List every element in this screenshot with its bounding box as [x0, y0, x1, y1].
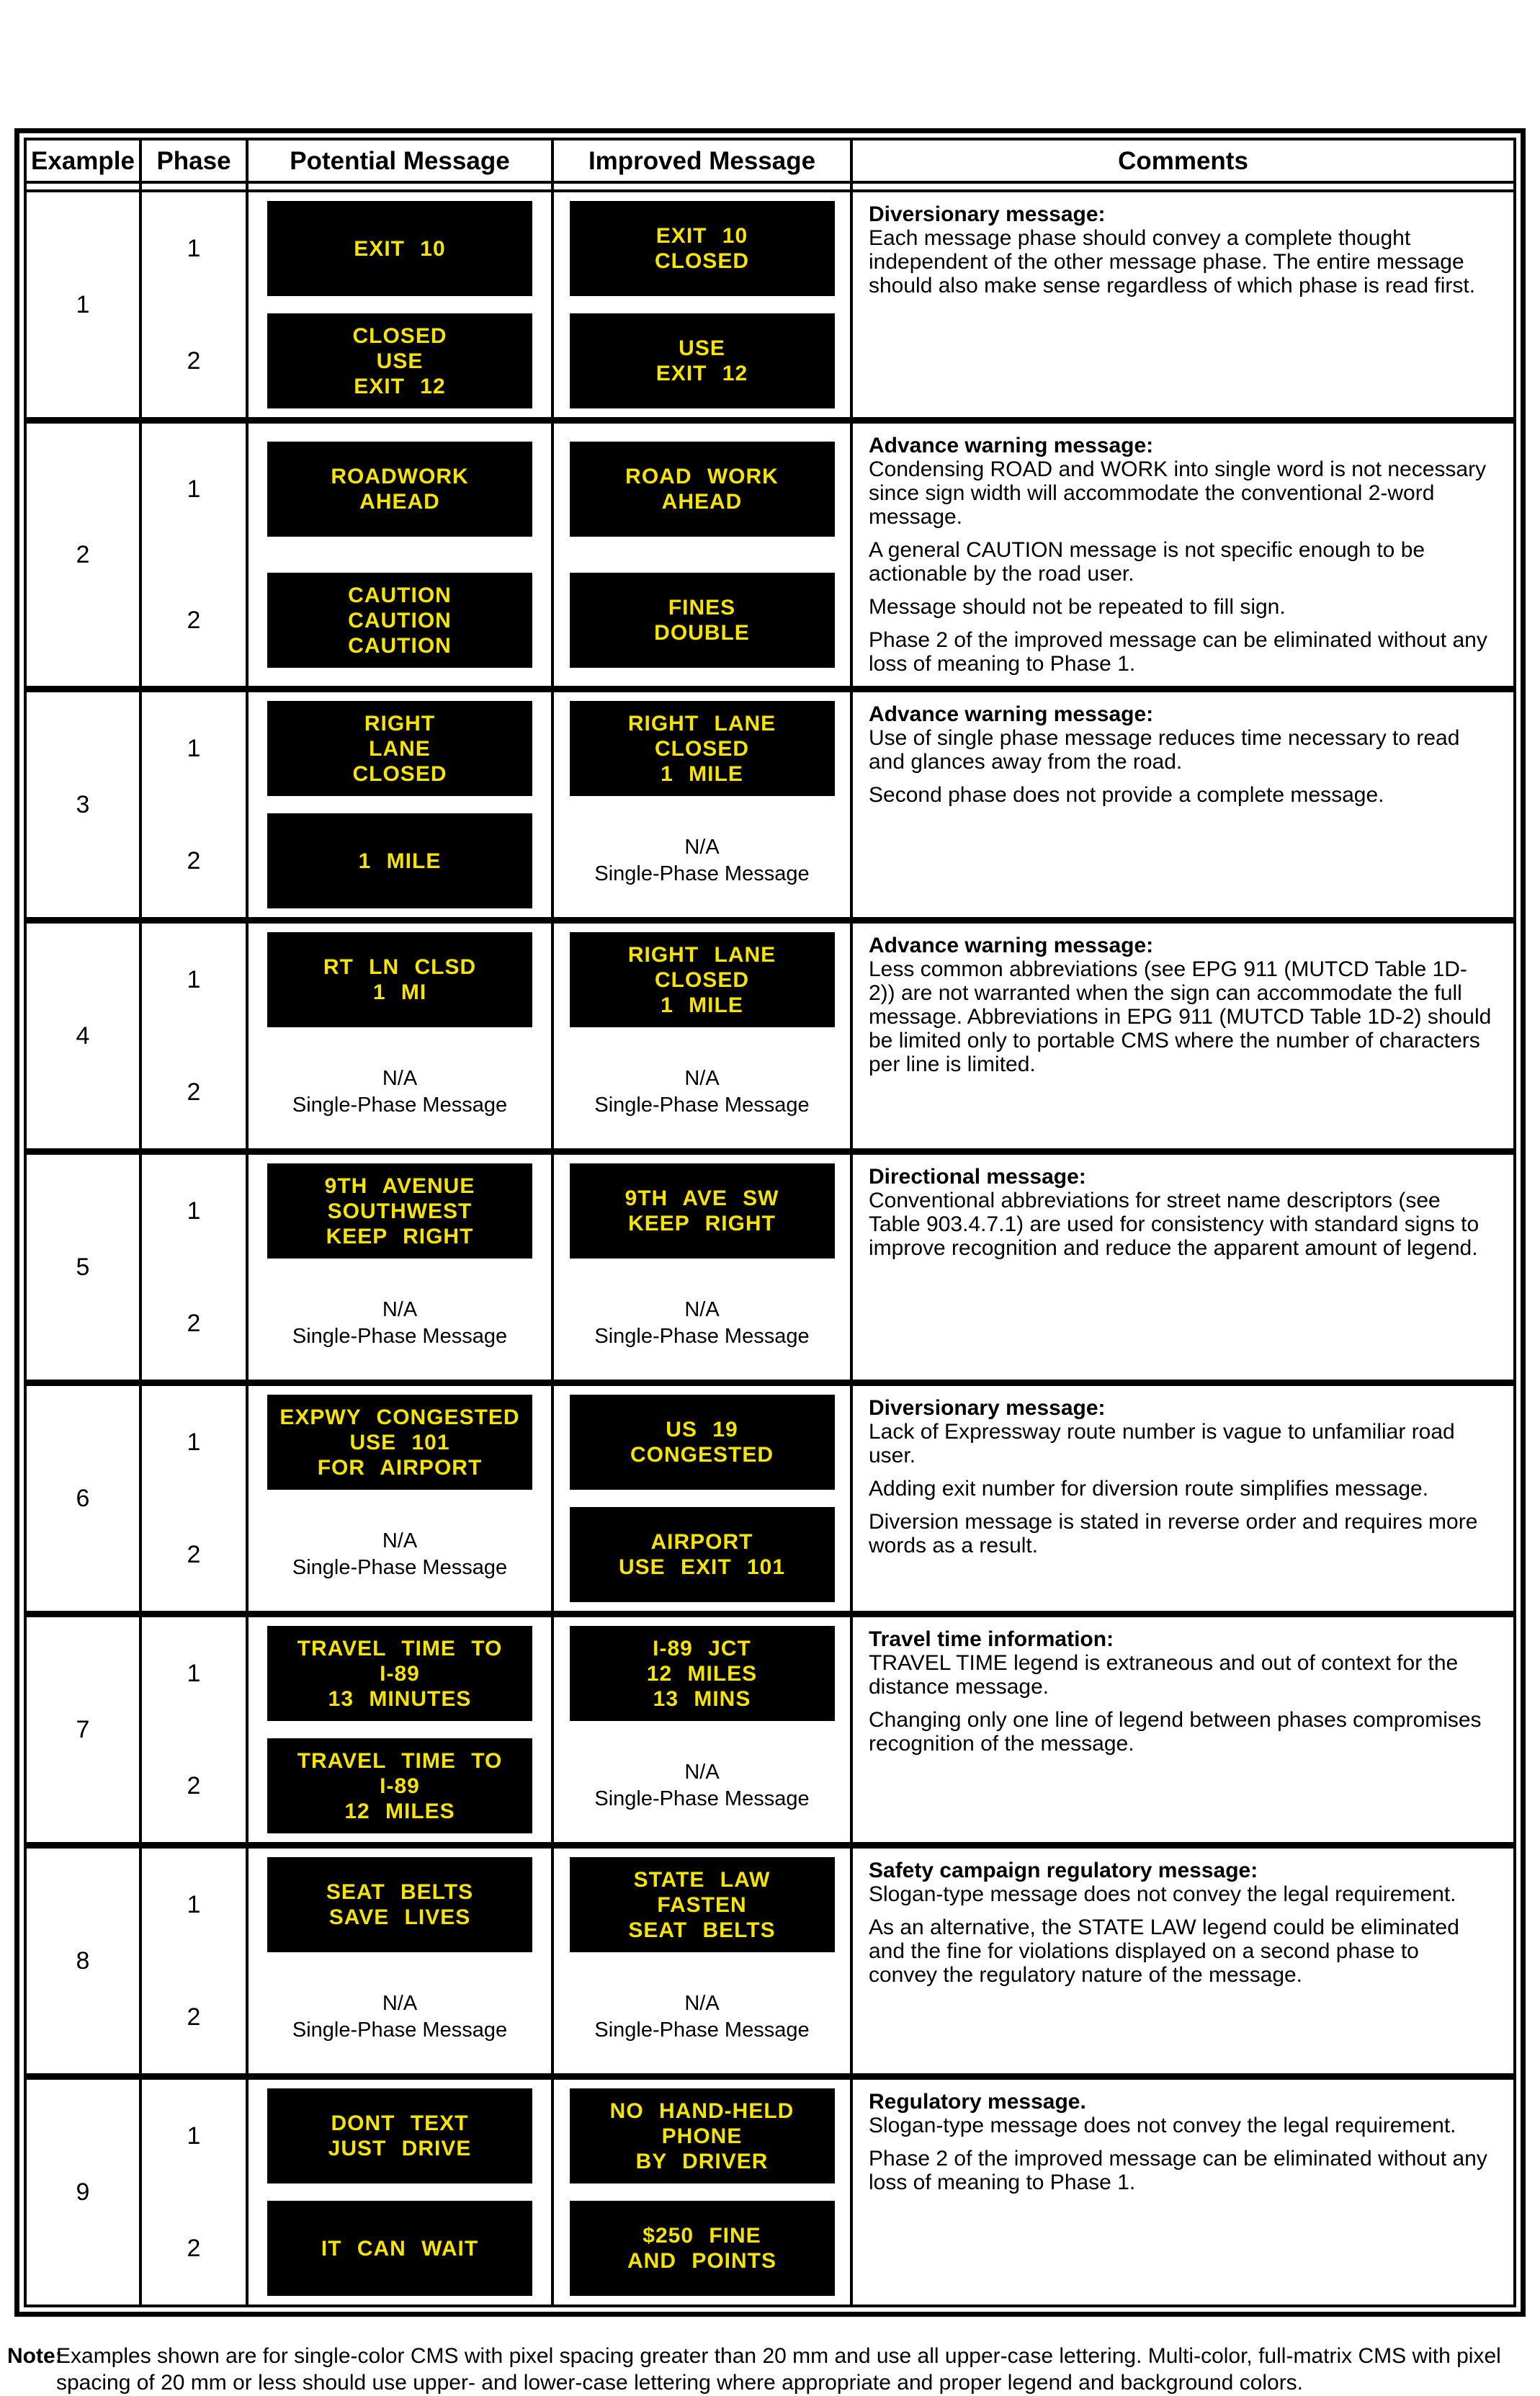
- na-line: Single-Phase Message: [594, 1787, 810, 1810]
- sign-text-line: SEAT BELTS: [326, 1880, 474, 1904]
- potential-message-cell: [249, 1961, 554, 2073]
- sign-text-line: SAVE LIVES: [328, 1905, 471, 1929]
- na-message: [594, 834, 809, 888]
- comments-heading: Directional message:: [869, 1165, 1086, 1189]
- sign-text-line: FINES: [668, 596, 736, 620]
- comments-paragraph: Lack of Expressway route number is vague to unfamiliar road user.: [869, 1420, 1455, 1467]
- comments-paragraph: Message should not be repeated to fill sign.: [869, 595, 1286, 619]
- improved-message-cell: [554, 924, 853, 1036]
- improved-message-cell: [554, 555, 853, 686]
- sign-text-line: CLOSED: [654, 736, 749, 761]
- cms-sign: [267, 1395, 532, 1490]
- comments-paragraph: Changing only one line of legend between phases compromises recognition of the message.: [869, 1708, 1482, 1756]
- phase-number: 1: [142, 1849, 249, 1961]
- comments-paragraph: Slogan-type message does not convey the legal requirement.: [869, 1882, 1456, 1906]
- potential-message-cell: [249, 1267, 554, 1380]
- comments-cell: [853, 192, 1513, 417]
- header-cell-phase: Phase: [142, 140, 249, 184]
- phase-number: 1: [142, 924, 249, 1036]
- cms-sign: [570, 1507, 835, 1602]
- example-number: 4: [27, 924, 142, 1148]
- phases-grid: [142, 2080, 853, 2305]
- table-inner: [24, 138, 1516, 2307]
- sign-text-line: RIGHT LANE: [627, 711, 776, 736]
- cms-sign: [267, 932, 532, 1027]
- potential-message-cell: [249, 1036, 554, 1148]
- example-row: [27, 192, 1513, 424]
- na-line: Single-Phase Message: [292, 1556, 508, 1579]
- sign-text-line: I-89: [380, 1661, 420, 1686]
- example-row: [27, 924, 1513, 1155]
- phase-number: 2: [142, 555, 249, 686]
- cms-sign: [570, 701, 835, 796]
- na-line: Single-Phase Message: [292, 2019, 508, 2042]
- example-number: 2: [27, 424, 142, 686]
- improved-message-cell: [554, 805, 853, 917]
- sign-text-line: EXIT 10: [354, 236, 446, 261]
- example-row: [27, 2080, 1513, 2305]
- cms-sign: [267, 442, 532, 537]
- sign-text-line: ROADWORK: [331, 465, 469, 488]
- cms-sign: [570, 1857, 835, 1952]
- na-line: N/A: [684, 836, 720, 859]
- sign-text-line: RIGHT LANE: [627, 942, 776, 967]
- phase-number: 1: [142, 1155, 249, 1267]
- phases-grid: [142, 192, 853, 417]
- example-number: 7: [27, 1617, 142, 1842]
- phase-number: 1: [142, 192, 249, 305]
- sign-text-line: 9TH AVENUE: [324, 1174, 475, 1198]
- improved-message-cell: [554, 1961, 853, 2073]
- cms-sign: [570, 573, 835, 668]
- improved-message-cell: [554, 1155, 853, 1267]
- phase-number: 1: [142, 424, 249, 555]
- phase-number: 2: [142, 1498, 249, 1611]
- sign-text-line: USE EXIT 101: [618, 1555, 786, 1579]
- cms-sign: [570, 313, 835, 408]
- sign-text-line: CONGESTED: [630, 1443, 774, 1467]
- potential-message-cell: [249, 424, 554, 555]
- comments-paragraph: Phase 2 of the improved message can be eliminated without any loss of meaning to Phase 1.: [869, 628, 1487, 676]
- sign-text-line: CLOSED: [654, 249, 749, 273]
- comments-cell: [853, 1849, 1513, 2073]
- comments-paragraph: Adding exit number for diversion route simplifies message.: [869, 1477, 1429, 1501]
- na-line: Single-Phase Message: [594, 862, 810, 885]
- improved-message-cell: [554, 2080, 853, 2192]
- sign-text-line: LANE: [369, 736, 431, 761]
- na-line: N/A: [382, 1067, 418, 1090]
- na-message: [594, 1297, 809, 1350]
- cms-sign: [267, 313, 532, 408]
- potential-message-cell: [249, 2192, 554, 2305]
- improved-message-cell: [554, 1849, 853, 1961]
- sign-text-line: TRAVEL TIME TO: [297, 1748, 503, 1773]
- phase-number: 2: [142, 1267, 249, 1380]
- comments-paragraph: Second phase does not provide a complete message.: [869, 783, 1384, 807]
- comments-cell: [853, 692, 1513, 917]
- example-row: [27, 1617, 1513, 1849]
- potential-message-cell: [249, 555, 554, 686]
- sign-text-line: 1 MI: [372, 980, 427, 1004]
- sign-text-line: $250 FINE: [643, 2224, 761, 2248]
- improved-message-cell: [554, 192, 853, 305]
- table-header-row: [27, 140, 1513, 184]
- comments-cell: [853, 2080, 1513, 2305]
- phase-number: 2: [142, 805, 249, 917]
- potential-message-cell: [249, 1498, 554, 1611]
- sign-text-line: I-89: [380, 1774, 420, 1798]
- sign-text-line: EXIT 10: [655, 224, 748, 248]
- na-line: Single-Phase Message: [594, 2019, 810, 2042]
- na-line: N/A: [382, 1992, 418, 2015]
- sign-text-line: ROAD WORK: [625, 465, 779, 488]
- sign-text-line: NO HAND-HELD: [609, 2098, 794, 2123]
- sign-text-line: CAUTION: [348, 633, 452, 658]
- improved-message-cell: [554, 1386, 853, 1498]
- na-line: N/A: [382, 1298, 418, 1321]
- comments-cell: [853, 924, 1513, 1148]
- cms-sign: [267, 1857, 532, 1952]
- comments-cell: [853, 1386, 1513, 1611]
- improved-message-cell: [554, 1498, 853, 1611]
- comments-heading: Advance warning message:: [869, 934, 1154, 957]
- cms-sign: [267, 701, 532, 796]
- potential-message-cell: [249, 192, 554, 305]
- comments-paragraph: Phase 2 of the improved message can be eliminated without any loss of meaning to Phase 1.: [869, 2147, 1487, 2194]
- comments-paragraph: As an alternative, the STATE LAW legend could be eliminated and the fine for violations displayed on a second phase to convey the regulatory nature of the message.: [869, 1916, 1459, 1987]
- comments-heading: Diversionary message:: [869, 202, 1106, 226]
- comments-heading: Advance warning message:: [869, 434, 1154, 457]
- cms-sign: [570, 201, 835, 296]
- sign-text-line: 13 MINUTES: [328, 1686, 472, 1711]
- phase-number: 1: [142, 692, 249, 805]
- sign-text-line: KEEP RIGHT: [326, 1224, 474, 1248]
- na-line: N/A: [684, 1067, 720, 1090]
- sign-text-line: AHEAD: [359, 490, 440, 514]
- example-number: 3: [27, 692, 142, 917]
- example-row: [27, 692, 1513, 924]
- comments-paragraph: Condensing ROAD and WORK into single word is not necessary since sign width will accommodate the conventional 2-word message.: [869, 457, 1487, 529]
- header-double-rule: [27, 184, 1513, 192]
- footnote-text: Examples shown are for single-color CMS with pixel spacing greater than 20 mm and use all upper-case lettering. Multi-color, full-matrix CMS with pixel spacing of 20 mm or less should use upper- and lower-case lettering where appropriate and proper legend and background colors.: [56, 2344, 1501, 2395]
- cms-sign: [267, 1626, 532, 1721]
- potential-message-cell: [249, 1617, 554, 1730]
- sign-text-line: 12 MILES: [646, 1661, 758, 1686]
- improved-message-cell: [554, 1730, 853, 1842]
- comments-heading: Advance warning message:: [869, 702, 1154, 726]
- potential-message-cell: [249, 805, 554, 917]
- example-number: 9: [27, 2080, 142, 2305]
- sign-text-line: SOUTHWEST: [327, 1199, 473, 1223]
- example-number: 6: [27, 1386, 142, 1611]
- sign-text-line: KEEP RIGHT: [628, 1212, 776, 1235]
- header-cell-example: Example: [27, 140, 142, 184]
- sign-text-line: USE: [376, 349, 424, 373]
- comments-heading: Travel time information:: [869, 1627, 1114, 1651]
- sign-text-line: RT LN CLSD: [323, 955, 477, 979]
- improved-message-cell: [554, 1617, 853, 1730]
- na-message: [292, 1065, 507, 1119]
- sign-text-line: SEAT BELTS: [628, 1918, 776, 1942]
- phase-number: 2: [142, 1730, 249, 1842]
- comments-paragraph: Slogan-type message does not convey the legal requirement.: [869, 2114, 1456, 2137]
- sign-text-line: US 19: [666, 1418, 738, 1441]
- comments-paragraph: TRAVEL TIME legend is extraneous and out of context for the distance message.: [869, 1651, 1459, 1699]
- cms-sign: [267, 573, 532, 668]
- footnote-label: Note:: [7, 2344, 63, 2368]
- example-number: 8: [27, 1849, 142, 2073]
- potential-message-cell: [249, 1849, 554, 1961]
- sign-text-line: AIRPORT: [650, 1530, 753, 1554]
- phase-number: 2: [142, 2192, 249, 2305]
- header-cell-improved: Improved Message: [554, 140, 853, 184]
- cms-sign: [570, 442, 835, 537]
- sign-text-line: 12 MILES: [344, 1799, 455, 1823]
- example-row: [27, 1849, 1513, 2080]
- improved-message-cell: [554, 424, 853, 555]
- sign-text-line: USE 101: [349, 1430, 450, 1454]
- phase-number: 1: [142, 1386, 249, 1498]
- cms-sign: [267, 2088, 532, 2183]
- sign-text-line: CLOSED: [352, 761, 447, 786]
- sign-text-line: RIGHT: [364, 711, 436, 736]
- example-row: [27, 424, 1513, 692]
- na-line: Single-Phase Message: [292, 1325, 508, 1348]
- sign-text-line: CLOSED: [654, 967, 749, 992]
- phases-grid: [142, 1617, 853, 1842]
- sign-text-line: BY DRIVER: [635, 2149, 769, 2173]
- sign-text-line: 1 MILE: [358, 849, 442, 873]
- header-cell-potential: Potential Message: [249, 140, 554, 184]
- example-row: [27, 1155, 1513, 1386]
- sign-text-line: CAUTION: [348, 583, 452, 607]
- cms-sign: [267, 813, 532, 908]
- cms-sign: [267, 2201, 532, 2296]
- potential-message-cell: [249, 305, 554, 417]
- sign-text-line: I-89 JCT: [653, 1636, 751, 1660]
- phase-number: 1: [142, 2080, 249, 2192]
- cms-sign: [267, 1163, 532, 1259]
- sign-text-line: DONT TEXT: [331, 2111, 469, 2135]
- sign-text-line: AHEAD: [661, 490, 743, 514]
- improved-message-cell: [554, 1267, 853, 1380]
- phase-number: 1: [142, 1617, 249, 1730]
- improved-message-cell: [554, 2192, 853, 2305]
- comments-paragraph: Conventional abbreviations for street name descriptors (see Table 903.4.7.1) are used for consistency with standard signs to improve recognition and reduce the apparent amount of legend.: [869, 1189, 1479, 1260]
- cms-sign: [267, 201, 532, 296]
- phase-number: 2: [142, 1961, 249, 2073]
- sign-text-line: 9TH AVE SW: [624, 1186, 779, 1210]
- na-message: [292, 1990, 507, 2044]
- sign-text-line: TRAVEL TIME TO: [297, 1636, 503, 1660]
- sign-text-line: USE: [679, 336, 725, 360]
- na-line: N/A: [684, 1298, 720, 1321]
- sign-text-line: STATE LAW: [633, 1867, 771, 1892]
- sign-text-line: AND POINTS: [627, 2249, 776, 2273]
- comments-heading: Diversionary message:: [869, 1396, 1106, 1420]
- phases-grid: [142, 1386, 853, 1611]
- sign-text-line: 1 MILE: [661, 761, 743, 786]
- cms-sign: [570, 2201, 835, 2296]
- comments-heading: Safety campaign regulatory message:: [869, 1859, 1258, 1882]
- phase-number: 2: [142, 1036, 249, 1148]
- na-line: Single-Phase Message: [594, 1325, 810, 1348]
- sign-text-line: DOUBLE: [654, 621, 750, 645]
- na-line: N/A: [382, 1529, 418, 1552]
- na-message: [292, 1528, 507, 1581]
- phases-grid: [142, 1155, 853, 1380]
- cms-sign: [570, 2088, 835, 2183]
- sign-text-line: CAUTION: [348, 608, 452, 632]
- comments-cell: [853, 1617, 1513, 1842]
- cms-sign: [570, 1163, 835, 1259]
- example-number: 1: [27, 192, 142, 417]
- potential-message-cell: [249, 1730, 554, 1842]
- improved-message-cell: [554, 1036, 853, 1148]
- sign-text-line: EXIT 12: [354, 374, 446, 398]
- example-row: [27, 1386, 1513, 1617]
- na-message: [292, 1297, 507, 1350]
- comments-paragraph: A general CAUTION message is not specific enough to be actionable by the road user.: [869, 538, 1425, 586]
- sign-text-line: PHONE: [661, 2124, 743, 2148]
- comments-paragraph: Each message phase should convey a complete thought independent of the other message phase. The entire message should also make sense regardless of which phase is read first.: [869, 226, 1476, 298]
- na-line: Single-Phase Message: [594, 1094, 810, 1117]
- sign-text-line: 1 MILE: [661, 993, 743, 1017]
- improved-message-cell: [554, 305, 853, 417]
- phases-grid: [142, 424, 853, 686]
- cms-sign: [570, 1626, 835, 1721]
- na-message: [594, 1759, 809, 1812]
- comments-paragraph: Diversion message is stated in reverse order and requires more words as a result.: [869, 1510, 1478, 1557]
- potential-message-cell: [249, 924, 554, 1036]
- comments-heading: Regulatory message.: [869, 2090, 1086, 2114]
- na-line: Single-Phase Message: [292, 1094, 508, 1117]
- cms-sign: [267, 1738, 532, 1833]
- cms-sign: [570, 1395, 835, 1490]
- potential-message-cell: [249, 1386, 554, 1498]
- phases-grid: [142, 692, 853, 917]
- potential-message-cell: [249, 1155, 554, 1267]
- sign-text-line: 13 MINS: [653, 1686, 751, 1711]
- comments-cell: [853, 424, 1513, 686]
- header-cell-comments: Comments: [853, 140, 1513, 184]
- comments-paragraph: Use of single phase message reduces time necessary to read and glances away from the road.: [869, 726, 1460, 774]
- sign-text-line: FASTEN: [657, 1892, 747, 1917]
- na-message: [594, 1065, 809, 1119]
- phases-grid: [142, 1849, 853, 2073]
- sign-text-line: JUST DRIVE: [328, 2137, 472, 2160]
- na-line: N/A: [684, 1992, 720, 2015]
- improved-message-cell: [554, 692, 853, 805]
- sign-text-line: IT CAN WAIT: [321, 2236, 479, 2261]
- na-line: N/A: [684, 1761, 720, 1784]
- sign-text-line: CLOSED: [352, 323, 447, 348]
- example-number: 5: [27, 1155, 142, 1380]
- cms-sign: [570, 932, 835, 1027]
- comments-paragraph: Less common abbreviations (see EPG 911 (MUTCD Table 1D-2)) are not warranted when the sign can accommodate the full message. Abbreviations in EPG 911 (MUTCD Table 1D-2) should be limited only to portable CMS where the number of characters per line is limited.: [869, 957, 1492, 1076]
- cms-examples-table: [14, 128, 1526, 2317]
- sign-text-line: EXPWY CONGESTED: [279, 1405, 520, 1429]
- comments-cell: [853, 1155, 1513, 1380]
- sign-text-line: FOR AIRPORT: [317, 1455, 483, 1480]
- sign-text-line: EXIT 12: [655, 362, 748, 385]
- table-body: [27, 192, 1513, 2305]
- phases-grid: [142, 924, 853, 1148]
- na-message: [594, 1990, 809, 2044]
- footnote: [7, 2343, 1530, 2396]
- potential-message-cell: [249, 692, 554, 805]
- phase-number: 2: [142, 305, 249, 417]
- potential-message-cell: [249, 2080, 554, 2192]
